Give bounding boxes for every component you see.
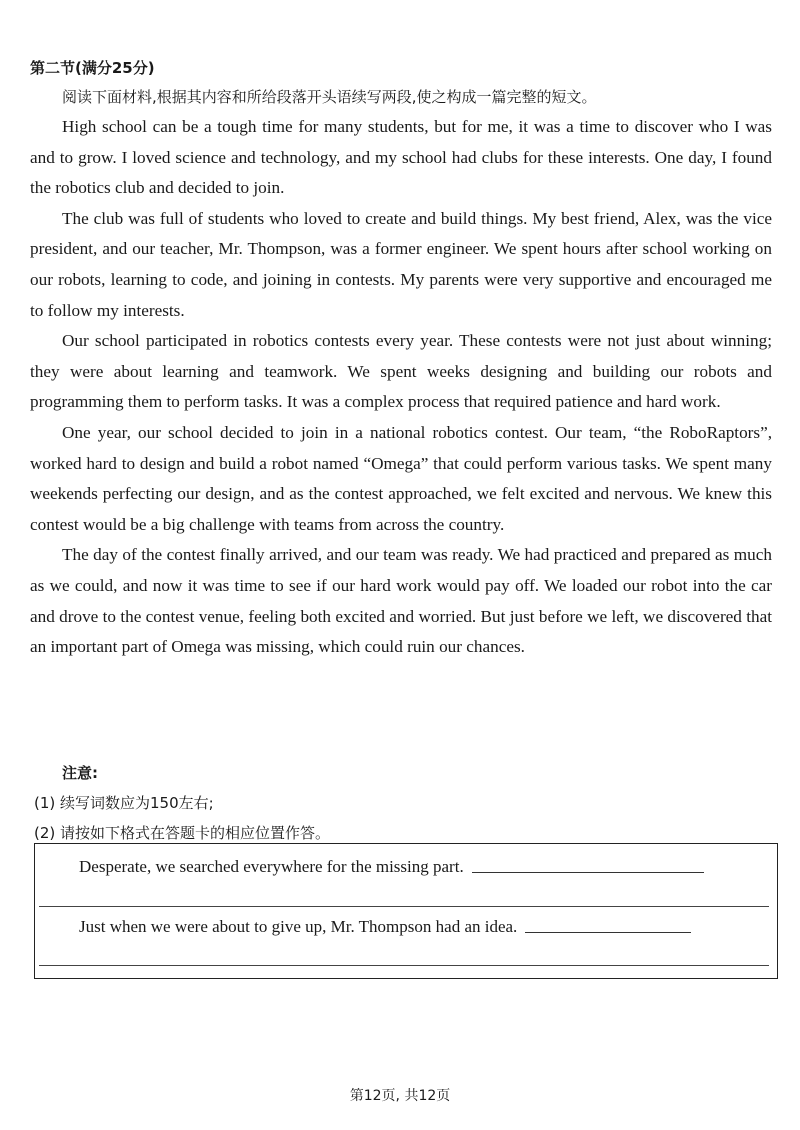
paragraph-2-blank[interactable]: [525, 931, 691, 933]
writing-line-1[interactable]: [39, 906, 769, 907]
page-number: 第12页, 共12页: [349, 1088, 451, 1104]
task-instruction: 阅读下面材料,根据其内容和所给段落开头语续写两段,使之构成一篇完整的短文。: [62, 88, 597, 106]
notes-section: [34, 758, 330, 848]
notes-label: 注意:: [62, 764, 98, 782]
continuation-paragraph-1: [79, 857, 704, 877]
passage-paragraph-4: One year, our school decided to join in a national robotics contest. Our team, “the RoboRaptors”, worked hard to design and build a robot named “Omega” that could perform various tasks. We spent many weekends perfecting our design, and as the contest approached, we felt excited and nervous. We knew this contest would be a big challenge with teams from across the country.: [30, 422, 772, 534]
paragraph-2-opening: Just when we were about to give up, Mr. Thompson had an idea.: [79, 917, 518, 936]
passage-paragraph-1: High school can be a tough time for many students, but for me, it was a time to discover who I was and to grow. I loved science and technology, and my school had clubs for these interests. One day, I found the robotics club and decided to join.: [30, 117, 772, 198]
paragraph-1-opening: Desperate, we searched everywhere for the missing part.: [79, 857, 464, 876]
reading-passage: [30, 112, 772, 663]
passage-paragraph-3: Our school participated in robotics contests every year. These contests were not just about winning; they were about learning and teamwork. We spent weeks designing and building our robots and programming them to perform tasks. It was a complex process that required patience and hard work.: [30, 331, 772, 412]
passage-paragraph-5: The day of the contest finally arrived, and our team was ready. We had practiced and prepared as much as we could, and now it was time to see if our hard work would pay off. We loaded our robot into the car and drove to the contest venue, feeling both excited and worried. But just before we left, we discovered that an important part of Omega was missing, which could ruin our chances.: [30, 545, 772, 657]
continuation-paragraph-2: [79, 917, 691, 937]
note-item-1: (1) 续写词数应为150左右;: [34, 794, 214, 812]
writing-line-2[interactable]: [39, 965, 769, 966]
paragraph-1-blank[interactable]: [472, 871, 704, 873]
answer-box: [34, 843, 778, 979]
passage-paragraph-2: The club was full of students who loved to create and build things. My best friend, Alex, was the vice president, and our teacher, Mr. Thompson, was a former engineer. We spent hours after school working on our robots, learning to code, and joining in contests. My parents were very supportive and encouraged me to follow my interests.: [30, 208, 772, 320]
section-title: 第二节(满分25分): [30, 59, 155, 77]
note-item-2: (2) 请按如下格式在答题卡的相应位置作答。: [34, 824, 331, 842]
